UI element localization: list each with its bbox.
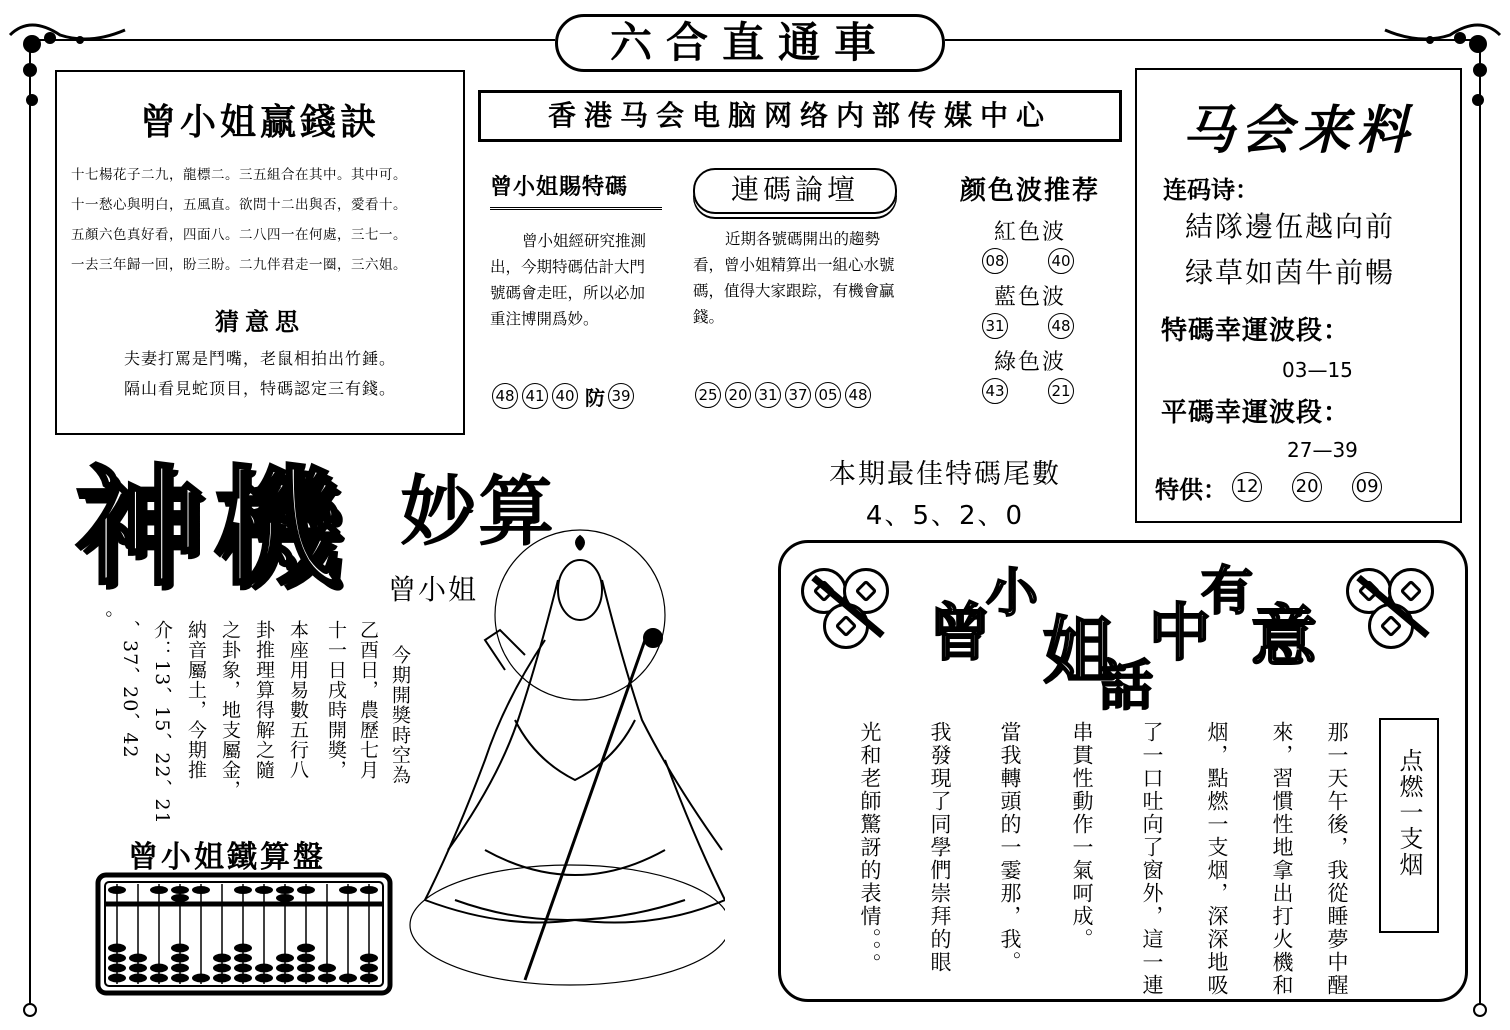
wave-name: 紅色波 <box>993 220 1066 245</box>
miracle-text-column: 今期開獎時空為 <box>389 645 411 785</box>
abacus-bead <box>150 964 168 973</box>
abacus-bead <box>171 954 189 963</box>
abacus-bead <box>276 964 294 973</box>
abacus-bead <box>150 974 168 983</box>
poem-line: 十一愁心與明白，五風直。欲問十二出與否，愛看十。 <box>71 197 407 213</box>
miracle-title-b: 妙算 <box>400 467 556 556</box>
special-pick-title: 曾小姐賜特碼 <box>490 170 662 210</box>
abacus-title: 曾小姐鐵算盤 <box>128 840 326 875</box>
special-range-label: 特碼幸運波段： <box>1161 316 1351 346</box>
abacus-bead <box>360 886 378 894</box>
abacus-bead <box>318 964 336 973</box>
miracle-title-a: 神機 <box>75 454 352 603</box>
number-ball: 48 <box>492 383 518 409</box>
abacus-bead <box>234 886 252 894</box>
poem-label: 连码诗： <box>1163 176 1259 204</box>
abacus-bead <box>171 964 189 973</box>
story-title-char: 意 <box>1251 598 1317 675</box>
abacus-bead <box>276 974 294 983</box>
story-text-column: 串貫性動作一氣呵成。 <box>1070 721 1094 951</box>
abacus-bead <box>213 974 231 983</box>
story-box <box>778 540 1468 1002</box>
story-label-text: 点燃一支烟 <box>1395 748 1423 878</box>
story-text-column: 那一天午後，我從睡夢中醒 <box>1325 721 1349 997</box>
number-ball: 21 <box>1048 378 1074 404</box>
wave-numbers <box>935 248 1125 274</box>
story-text-column: 了一口吐向了窗外，這一連 <box>1140 721 1164 997</box>
miracle-text-column: 、37、20、42 <box>119 620 141 759</box>
number-ball: 12 <box>1232 472 1262 502</box>
guard-label: 防 <box>585 386 605 410</box>
special-pick <box>490 170 670 420</box>
story-text-column: 當我轉頭的一霎那，我。 <box>998 721 1022 974</box>
abacus-bead <box>276 894 294 902</box>
number-ball: 39 <box>608 383 634 409</box>
flat-range: 27—39 <box>1287 438 1358 462</box>
number-ball: 43 <box>982 378 1008 404</box>
abacus-bead <box>234 964 252 973</box>
tail-label: 本期最佳特碼尾數 <box>829 459 1061 490</box>
story-title-char: 中 <box>1149 596 1212 669</box>
wave-numbers <box>935 313 1125 339</box>
abacus-bead <box>339 886 357 894</box>
riddle-line: 夫妻打罵是鬥嘴，老鼠相拍出竹錘。 <box>123 349 396 368</box>
number-ball: 05 <box>815 382 841 408</box>
story-text-column: 來，習慣性地拿出打火機和 <box>1270 721 1294 997</box>
special-pick-numbers <box>492 382 638 411</box>
abacus-bead <box>108 974 126 983</box>
abacus-bead <box>234 944 252 953</box>
riddle <box>57 344 463 404</box>
poem-line: 十七楊花子二九，龍標二。三五組合在其中。其中可。 <box>71 167 407 183</box>
forum <box>693 168 908 418</box>
number-ball: 37 <box>785 382 811 408</box>
number-ball: 25 <box>695 382 721 408</box>
story-label <box>1379 718 1439 933</box>
win-box <box>55 70 465 435</box>
tail-digits: 4、5、2、0 <box>865 501 1025 531</box>
offer-row <box>1155 470 1386 505</box>
abacus-bead <box>360 954 378 963</box>
number-ball: 08 <box>982 248 1008 274</box>
story-title-char: 話 <box>1099 654 1153 717</box>
miracle-text-column: 十一日戌時開獎， <box>325 620 347 780</box>
abacus-bead <box>255 974 273 983</box>
miracle-text-column: 。 <box>91 610 113 630</box>
offer-label: 特供： <box>1155 476 1227 504</box>
masthead-title: 六合直通車 <box>609 18 890 67</box>
abacus-bead <box>213 964 231 973</box>
wave-name: 綠色波 <box>993 350 1066 375</box>
miracle-author: 曾小姐 <box>388 573 479 606</box>
number-ball: 41 <box>522 383 548 409</box>
center-banner-text: 香港马会电脑网络内部传媒中心 <box>547 99 1052 132</box>
abacus-bead <box>276 954 294 963</box>
poem-line: 結隊邊伍越向前 <box>1185 210 1396 243</box>
miracle-text-column: 納音屬土，今期推 <box>185 620 207 780</box>
poem-line: 五顏六色真好看，四面八。二八四一在何處，三七一。 <box>71 227 407 243</box>
abacus-bead <box>297 964 315 973</box>
abacus-bead <box>108 954 126 963</box>
number-ball: 20 <box>1292 472 1322 502</box>
abacus-bead <box>171 974 189 983</box>
color-wave-title: 颜色波推荐 <box>959 176 1100 206</box>
number-ball: 48 <box>845 382 871 408</box>
jockey-box-title: 马会来料 <box>1182 100 1415 161</box>
abacus-bead <box>129 964 147 973</box>
special-range: 03—15 <box>1282 358 1353 382</box>
abacus-bead <box>171 894 189 902</box>
masthead <box>555 14 945 72</box>
special-pick-body: 曾小姐經研究推測出，今期特碼估計大門號碼會走旺，所以必加重注博開爲妙。 <box>490 232 647 328</box>
win-box-poem <box>71 160 461 280</box>
abacus-bead <box>234 954 252 963</box>
abacus-bead <box>297 974 315 983</box>
story-title-char: 曾 <box>929 596 992 669</box>
riddle-line: 隔山看見蛇顶目，特碼認定三有錢。 <box>123 379 396 398</box>
tail-block <box>800 452 1090 532</box>
abacus-bead <box>276 886 294 894</box>
number-ball: 31 <box>755 382 781 408</box>
story-text-column: 烟，點燃一支烟，深深地吸 <box>1205 721 1229 997</box>
story-title-char: 有 <box>1201 562 1254 622</box>
abacus-bead <box>192 974 210 983</box>
number-ball: 40 <box>1048 248 1074 274</box>
abacus-bead <box>108 886 126 894</box>
abacus-bead <box>318 974 336 983</box>
wave-name: 藍色波 <box>993 285 1066 310</box>
abacus-bead <box>339 974 357 983</box>
number-ball: 40 <box>552 383 578 409</box>
number-ball: 20 <box>725 382 751 408</box>
number-ball: 48 <box>1048 313 1074 339</box>
abacus-bead <box>360 964 378 973</box>
poem-line: 绿草如茵牛前暢 <box>1185 256 1396 289</box>
story-title-char: 小 <box>986 564 1039 624</box>
story-text-column: 光和老師驚訝的表情。。。 <box>858 721 882 976</box>
forum-numbers <box>695 382 875 408</box>
abacus-bead <box>108 944 126 953</box>
color-wave <box>935 170 1125 420</box>
abacus-bead <box>150 886 168 894</box>
abacus-bead <box>297 886 315 894</box>
forum-body: 近期各號碼開出的趨勢看，曾小姐精算出一組心水號碼，值得大家跟踪，有機會贏錢。 <box>693 230 895 326</box>
flat-range-label: 平碼幸運波段： <box>1161 398 1351 428</box>
abacus-bead <box>129 954 147 963</box>
abacus-bead <box>171 886 189 894</box>
miracle-text-column: 卦推理算得解之隨 <box>253 620 275 780</box>
abacus-bead <box>108 964 126 973</box>
abacus-bead <box>234 974 252 983</box>
jockey-poem <box>1185 204 1395 296</box>
abacus-illustration <box>95 872 395 997</box>
number-ball: 31 <box>982 313 1008 339</box>
abacus-bead <box>255 886 273 894</box>
abacus-bead <box>192 886 210 894</box>
abacus-bead <box>213 954 231 963</box>
win-box-title: 曾小姐赢錢訣 <box>139 102 380 143</box>
miracle-text-column: 介：13、15、22、21 <box>151 620 173 825</box>
miracle-text-column: 本座用易數五行八 <box>287 620 309 780</box>
immortal-figure-illustration <box>395 520 725 1010</box>
abacus-bead <box>360 974 378 983</box>
jockey-box <box>1135 68 1462 523</box>
miracle-text-column: 乙酉日，農歷七月 <box>357 620 379 780</box>
story-title-char: 姐 <box>1043 609 1116 693</box>
abacus-bead <box>297 944 315 953</box>
poem-line: 一去三年歸一回，盼三盼。二九伴君走一圈，三六姐。 <box>71 257 407 273</box>
story-text-column: 我發現了同學們崇拜的眼 <box>928 721 952 974</box>
abacus-bead <box>297 954 315 963</box>
miracle-text-column: 之卦象，地支屬金， <box>219 620 241 800</box>
abacus-bead <box>255 964 273 973</box>
riddle-subtitle: 猜意思 <box>215 308 305 336</box>
wave-numbers <box>935 378 1125 404</box>
center-banner <box>478 90 1122 142</box>
abacus-bead <box>171 944 189 953</box>
forum-title: 連碼論壇 <box>693 168 897 214</box>
abacus-bead <box>129 974 147 983</box>
number-ball: 09 <box>1352 472 1382 502</box>
